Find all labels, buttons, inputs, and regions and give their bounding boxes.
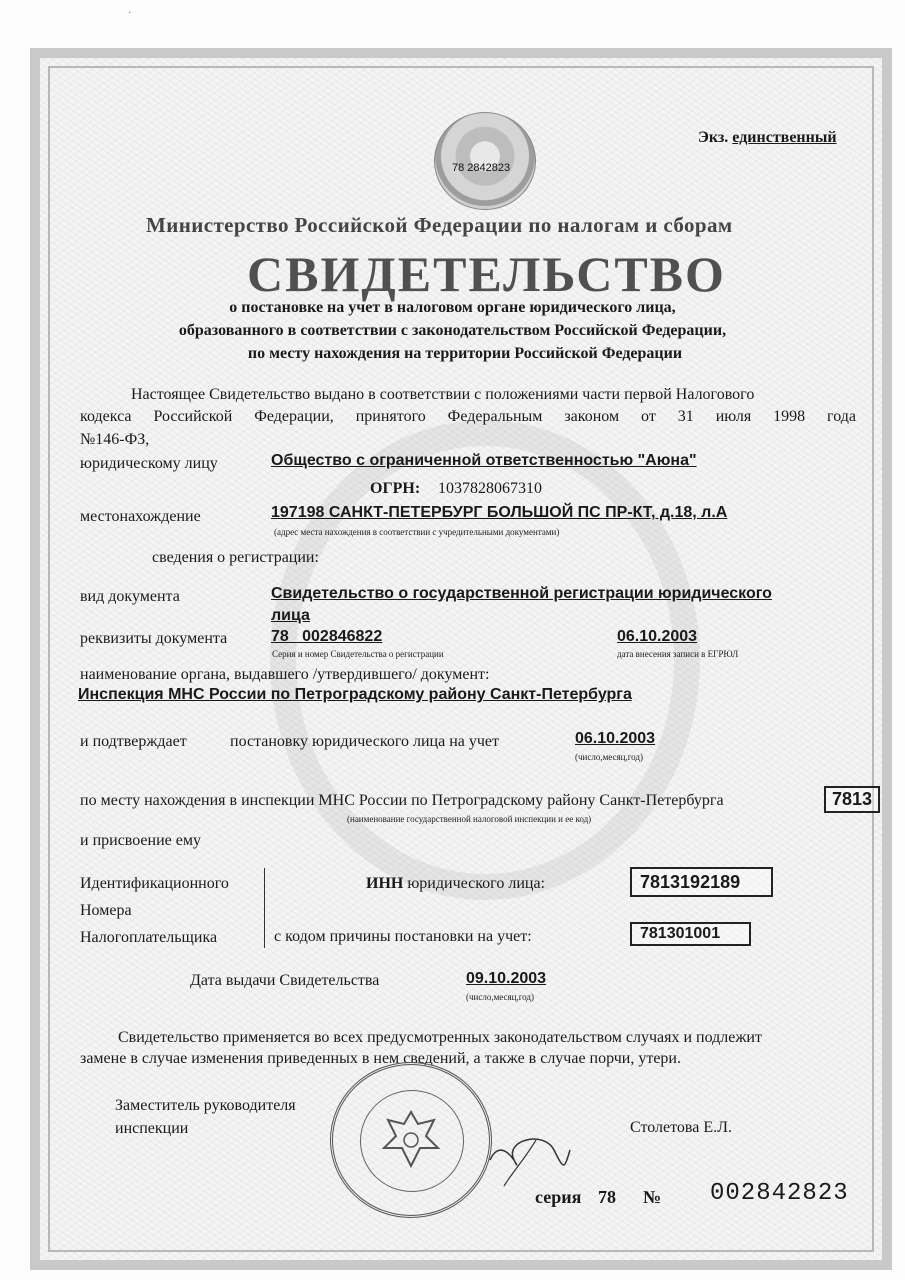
series-label: серия [535, 1187, 582, 1207]
location-value: 197198 САНКТ-ПЕТЕРБУРГ БОЛЬШОЙ ПС ПР-КТ, д.18, л.А [271, 504, 728, 521]
issuer-label: наименование органа, выдавшего /утвердившего/ документ: [80, 666, 490, 683]
issue-date-label: Дата выдачи Свидетельства [190, 972, 380, 989]
inn-value: 7813192189 [630, 867, 773, 897]
taxpayer-divider [264, 868, 265, 948]
inn-label: ИНН юридического лица: [366, 875, 545, 892]
doc-details-label: реквизиты документа [80, 630, 228, 647]
confirms-text: постановку юридического лица на учет [230, 733, 500, 750]
taxpayer-id-line-2: Номера [80, 902, 132, 919]
intro-line-2: кодекса Российской Федерации, принятого Федеральным законом от 31 июля 1998 года [80, 408, 856, 425]
kpp-label: с кодом причины постановки на учет: [274, 928, 532, 945]
doc-type-label: вид документа [80, 588, 180, 605]
legal-entity-name: Общество с ограниченной ответственностью "Аюна" [271, 452, 697, 469]
doc-series-number: 78 002846822 [271, 628, 383, 645]
hologram-seal [434, 112, 536, 210]
eagle-icon [376, 1104, 446, 1174]
assignment-label: и присвоение ему [80, 832, 201, 849]
doc-type-value-2: лица [271, 607, 310, 624]
signatory-name: Столетова Е.Л. [630, 1119, 732, 1136]
inspection-text: по месту нахождения в инспекции МНС России по Петроградскому району Санкт-Петербурга [80, 792, 724, 809]
location-label: местонахождение [80, 508, 201, 525]
intro-line-1: Настоящее Свидетельство выдано в соответствии с положениями части первой Налогового [131, 386, 755, 403]
number-sign: № [643, 1187, 662, 1207]
subtitle-line-3: по месту нахождения на территории Российской Федерации [247, 345, 683, 362]
doc-entry-date: 06.10.2003 [617, 628, 698, 645]
subtitle-line-2: образованного в соответствии с законодательством Российской Федерации, [178, 322, 727, 339]
subtitle-line-1: о постановке на учет в налоговом органе юридического лица, [229, 299, 676, 316]
series-value: 78 [598, 1187, 616, 1207]
scan-mark: · [128, 8, 132, 19]
doc-entry-date-note: дата внесения записи в ЕГРЮЛ [617, 649, 739, 659]
intro-line-3: №146-ФЗ, [80, 431, 150, 448]
confirms-label: и подтверждает [80, 733, 187, 750]
copy-indicator: Экз. единственный [698, 129, 837, 146]
registration-date-note: (число,месяц,год) [575, 752, 643, 762]
document-title: СВИДЕТЕЛЬСТВО [247, 246, 726, 302]
issue-date-note: (число,месяц,год) [466, 992, 534, 1002]
issue-date-value: 09.10.2003 [466, 970, 547, 987]
kpp-value: 781301001 [630, 922, 751, 946]
ministry-name: Министерство Российской Федерации по налогам и сборам [146, 213, 733, 237]
inspection-note: (наименование государственной налоговой инспекции и ее код) [347, 814, 592, 824]
location-note: (адрес места нахождения в соответствии с учредительными документами) [274, 527, 560, 537]
registration-info-label: сведения о регистрации: [152, 549, 319, 566]
inspection-code: 7813 [824, 786, 880, 813]
ogrn-label: ОГРН: [370, 480, 421, 497]
legal-entity-label: юридическому лицу [80, 455, 218, 472]
issuer-value: Инспекция МНС России по Петроградскому району Санкт-Петербурга [78, 686, 632, 703]
signatory-title-2: инспекции [115, 1120, 189, 1137]
closing-line-1: Свидетельство применяется во всех предусмотренных законодательством случаях и подлежит [118, 1029, 762, 1046]
signature-icon [484, 1120, 574, 1190]
taxpayer-id-line-3: Налогоплательщика [80, 929, 218, 946]
signatory-title-1: Заместитель руководителя [115, 1097, 296, 1114]
ogrn-value: 1037828067310 [438, 480, 542, 497]
certificate-number: 002842823 [710, 1180, 849, 1207]
registration-date: 06.10.2003 [575, 730, 656, 747]
hologram-number: 78 2842823 [452, 162, 511, 174]
doc-series-note: Серия и номер Свидетельства о регистрации [272, 649, 444, 659]
doc-type-value-1: Свидетельство о государственной регистрации юридического [271, 585, 772, 602]
taxpayer-id-line-1: Идентификационного [80, 875, 229, 892]
closing-line-2: замене в случае изменения приведенных в нем сведений, а также в случае порчи, утери. [80, 1050, 681, 1067]
